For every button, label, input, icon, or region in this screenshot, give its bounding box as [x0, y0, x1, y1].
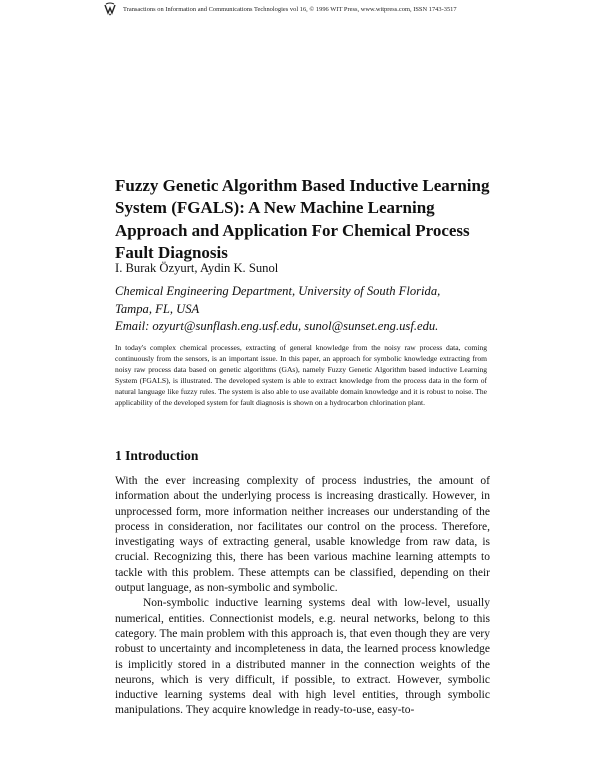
paragraph: With the ever increasing complexity of process industries, the amount of information about the underlying process is increasing drastically. However, in unprocessed form, more information neither increases our understanding of the process in consideration, nor facilitates our control on the process. Therefore, investigating ways of extracting general, usable knowledge from raw data, is crucial. Recognizing this, there has been various machine learning attempts to tackle with this problem. These attempts can be classified, depending on their output language, as non-symbolic and symbolic.: [115, 475, 490, 595]
affiliation: [115, 283, 495, 336]
running-header: [103, 2, 503, 16]
affiliation-line-1: Chemical Engineering Department, University of South Florida,: [115, 284, 441, 298]
affiliation-email: Email: ozyurt@sunflash.eng.usf.edu, sunol@sunset.eng.usf.edu.: [115, 319, 439, 333]
header-text: Transactions on Information and Communications Technologies vol 16, © 1996 WIT Press, www.witpress.com, ISSN 1743-3517: [123, 5, 457, 13]
section-heading: 1 Introduction: [115, 448, 199, 463]
paragraph: Non-symbolic inductive learning systems deal with low-level, usually numerical, entities. Connectionist models, e.g. neural networks, belong to this category. The main problem with this approach is, that even though they are very robust to uncertainty and incompleteness in data, the learned process knowledge is implicitly stored in a distributed manner in the connection weights of the neurons, which is very difficult, if possible, to extract. However, symbolic inductive learning systems deal with high level entities, through symbolic manipulations. They acquire knowledge in ready-to-use, easy-to-: [115, 597, 490, 717]
abstract: In today's complex chemical processes, extracting of general knowledge from the noisy raw process data, coming continuously from the sensors, is an important issue. In this paper, an approach for symbolic knowledge extracting from noisy raw process data based on genetic algorithms (GAs), namely Fuzzy Genetic Algorithm based inductive Learning System (FGALS), is illustrated. The developed system is able to extract knowledge from the process data in the form of natural language like fuzzy rules. The system is also able to use available domain knowledge and it is robust to noise. The applicability of the developed system for fault diagnosis is shown on a hydrocarbon chlorination plant.: [115, 343, 487, 408]
paper-authors: I. Burak Özyurt, Aydin K. Sunol: [115, 261, 279, 275]
wit-press-logo-icon: [103, 2, 117, 16]
paper-title: Fuzzy Genetic Algorithm Based Inductive Learning System (FGALS): A New Machine Learning Approach and Application For Chemical Process Fault Diagnosis: [115, 176, 490, 262]
section-body: [115, 474, 490, 719]
affiliation-line-2: Tampa, FL, USA: [115, 301, 200, 316]
